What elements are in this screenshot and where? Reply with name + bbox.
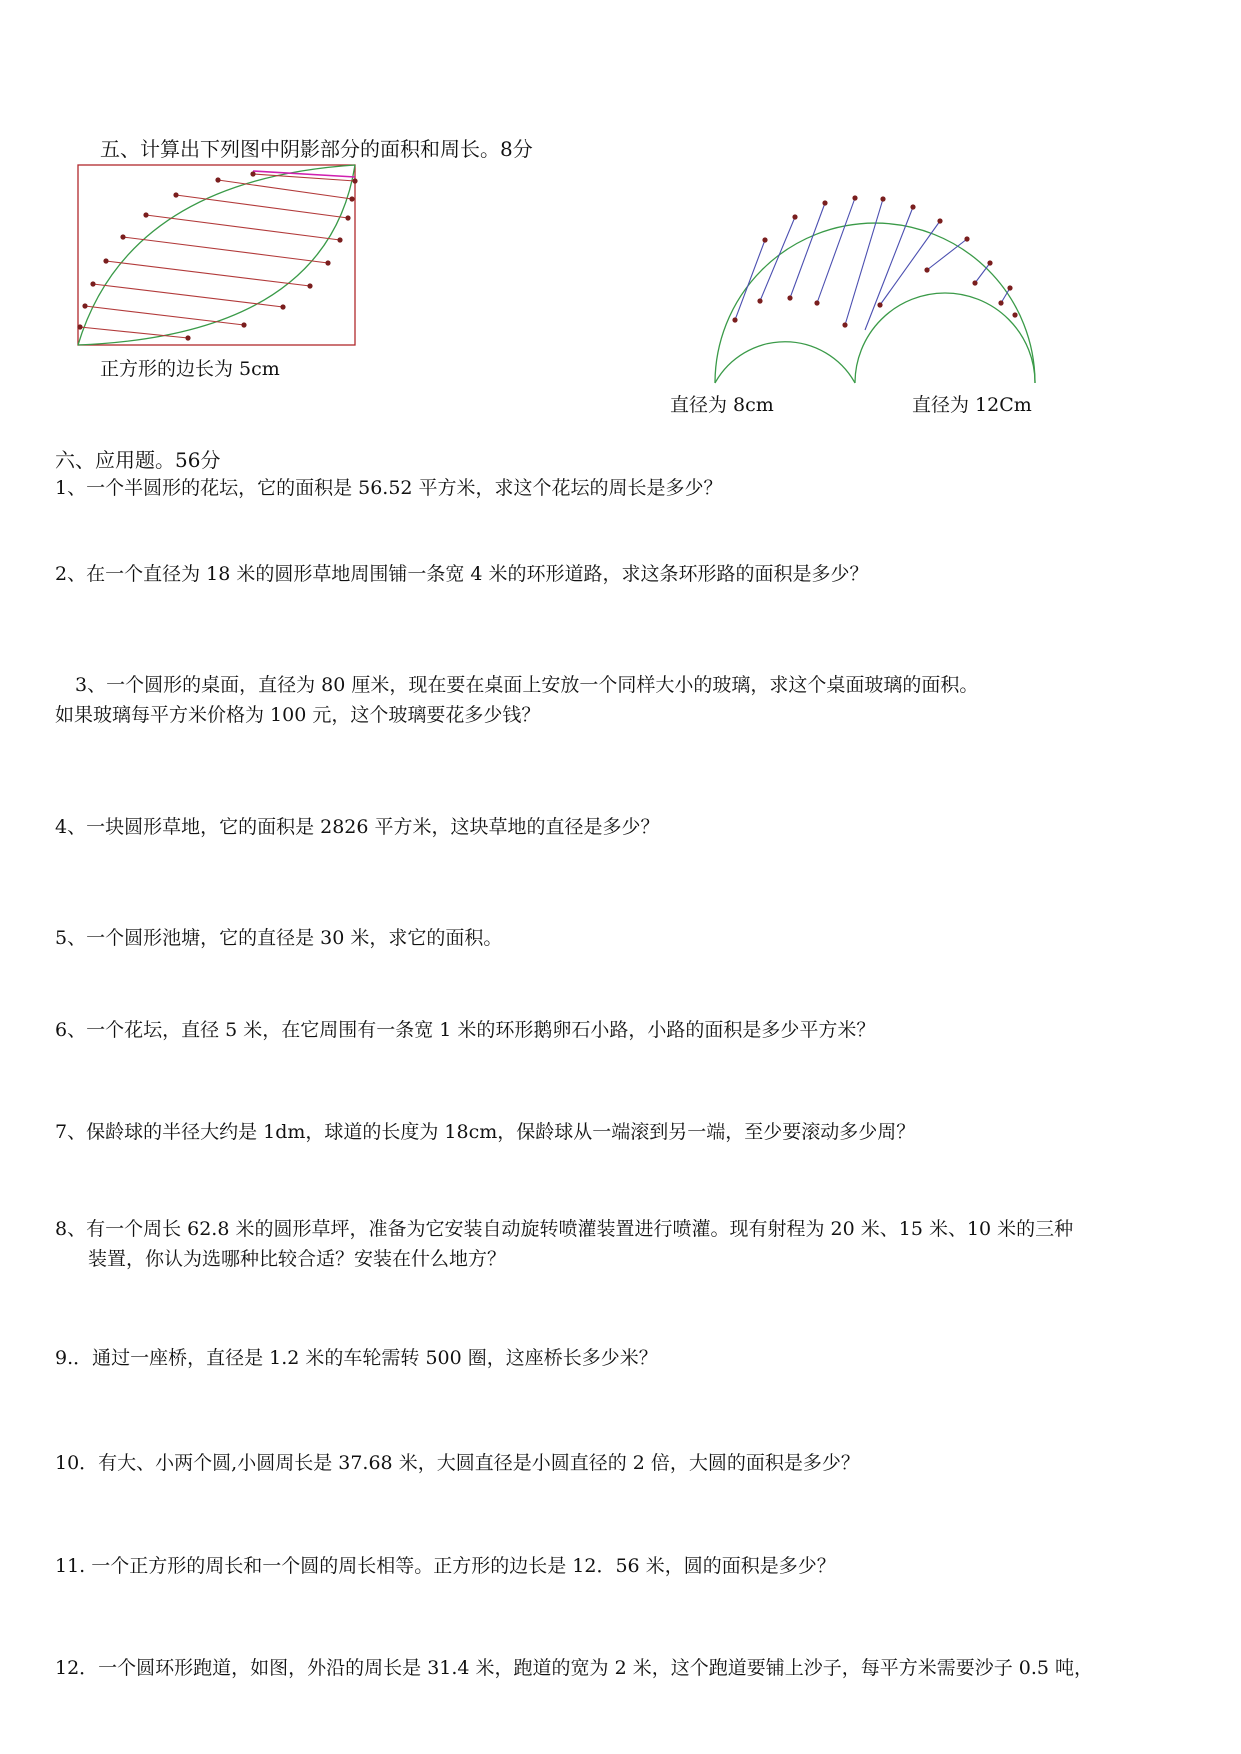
leaf-hatching [80, 174, 355, 338]
leaf-lower-arc [78, 165, 355, 345]
square-outline [78, 165, 355, 345]
question-7: 7、保龄球的半径大约是 1dm，球道的长度为 18cm，保龄球从一端滚到另一端，至少要滚动多少周？ [55, 1121, 916, 1143]
question-12: 12．一个圆环形跑道，如图，外沿的周长是 31.4 米，跑道的宽为 2 米，这个跑道要铺上沙子，每平方米需要沙子 0.5 吨， [55, 1657, 1094, 1679]
question-8-line-2: 装置，你认为选哪种比较合适？安装在什么地方？ [88, 1248, 507, 1270]
question-11: 11. 一个正方形的周长和一个圆的周长相等。正方形的边长是 12．56 米，圆的面积是多少？ [55, 1555, 836, 1577]
question-10: 10．有大、小两个圆,小圆周长是 37.68 米，大圆直径是小圆直径的 2 倍，大圆的面积是多少？ [55, 1452, 860, 1474]
accent-line [253, 171, 355, 177]
question-3-line-2: 如果玻璃每平方米价格为 100 元，这个玻璃要花多少钱？ [55, 704, 541, 726]
semicircle-dots [732, 195, 1017, 327]
question-8-line-1: 8、有一个周长 62.8 米的圆形草坪，准备为它安装自动旋转喷灌装置进行喷灌。现有射程为 20 米、15 米、10 米的三种 [55, 1218, 1074, 1240]
semicircle-hatching [735, 198, 1010, 330]
question-4: 4、一块圆形草地，它的面积是 2826 平方米，这块草地的直径是多少？ [55, 816, 660, 838]
question-1: 1、一个半圆形的花坛，它的面积是 56.52 平方米，求这个花坛的周长是多少？ [55, 477, 723, 499]
section-5-title: 五、计算出下列图中阴影部分的面积和周长。8分 [100, 137, 533, 161]
caption-large-diameter: 直径为 12Cm [912, 394, 1032, 416]
question-3-line-1: 3、一个圆形的桌面，直径为 80 厘米，现在要在桌面上安放一个同样大小的玻璃，求这个桌面玻璃的面积。 [75, 674, 979, 696]
section-6-title: 六、应用题。56分 [55, 448, 221, 472]
question-5: 5、一个圆形池塘，它的直径是 30 米，求它的面积。 [55, 927, 503, 949]
small-semicircle-left [715, 342, 855, 383]
question-2: 2、在一个直径为 18 米的圆形草地周围铺一条宽 4 米的环形道路，求这条环形路的面积是多少？ [55, 563, 869, 585]
caption-square-side: 正方形的边长为 5cm [100, 358, 280, 380]
figure-semicircles [705, 185, 1045, 385]
figure-square-leaf [68, 160, 364, 354]
question-9: 9.．通过一座桥，直径是 1.2 米的车轮需转 500 圈，这座桥长多少米？ [55, 1347, 658, 1369]
leaf-upper-arc [78, 165, 355, 345]
question-6: 6、一个花坛，直径 5 米，在它周围有一条宽 1 米的环形鹅卵石小路，小路的面积是多少平方米？ [55, 1019, 876, 1041]
caption-small-diameter: 直径为 8cm [670, 394, 774, 416]
